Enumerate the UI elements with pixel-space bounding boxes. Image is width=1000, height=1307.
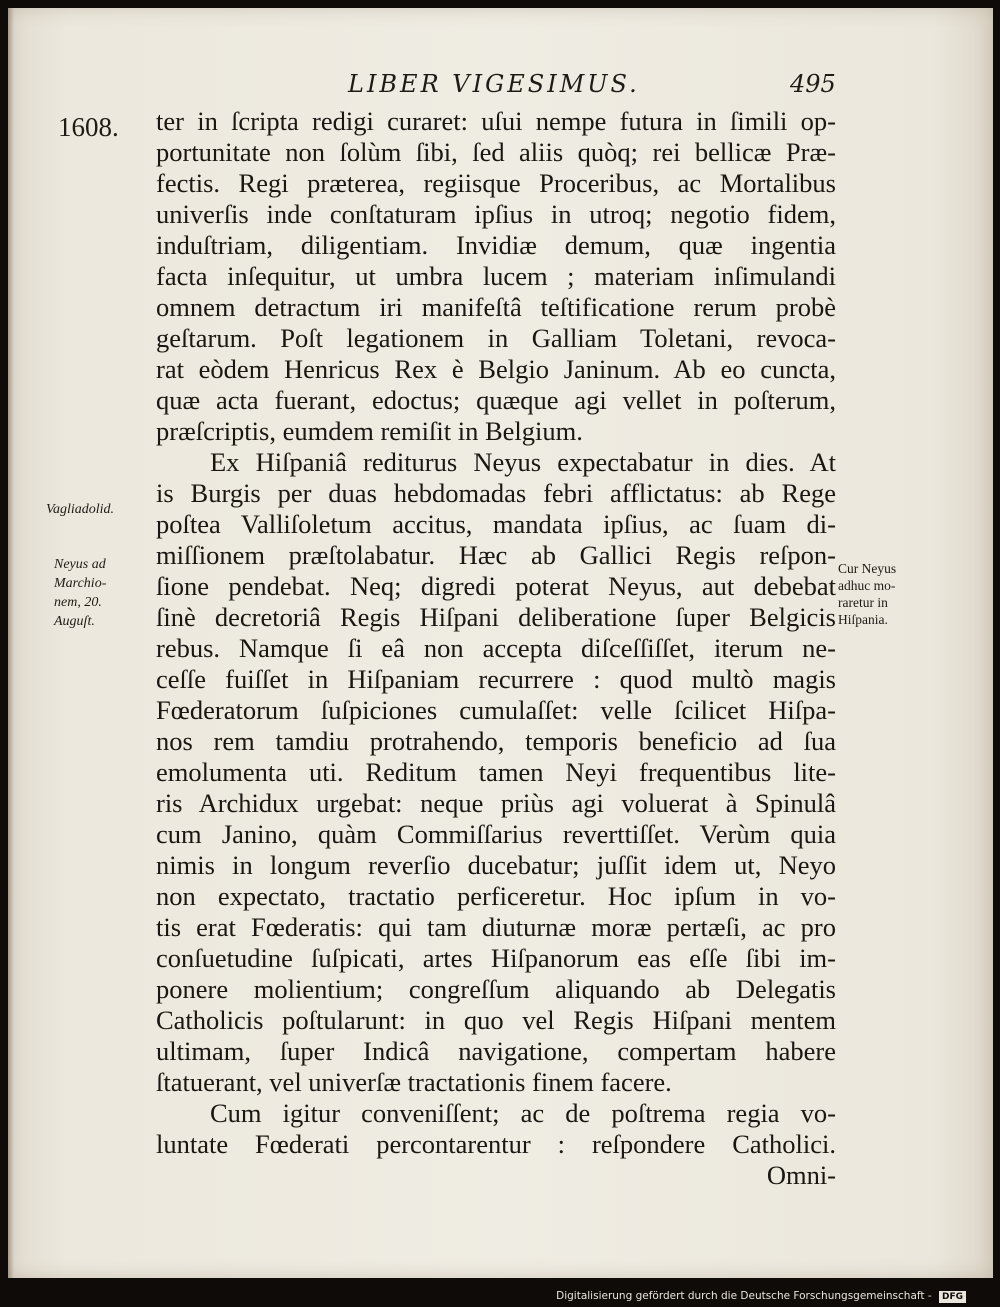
text-line: fectis. Regi præterea, regiisque Proceribus, ac Mortalibus	[156, 168, 836, 198]
year-marginal: 1608.	[58, 112, 119, 142]
margin-note-place	[46, 500, 114, 519]
text-line: nimis in longum reverſio ducebatur; juſſit idem ut, Neyo	[156, 850, 836, 880]
text-line: ultimam, ſuper Indicâ navigatione, compertam habere	[156, 1036, 836, 1066]
digitization-credit	[556, 1290, 966, 1303]
text-line: miſſionem præſtolabatur. Hæc ab Gallici Regis reſpon-	[156, 540, 836, 570]
text-line: ponere molientium; congreſſum aliquando ab Delegatis	[156, 974, 836, 1004]
running-head: LIBER VIGESIMUS.	[348, 70, 640, 98]
text-line: portunitate non ſolùm ſibi, ſed aliis quòq; rei bellicæ Præ-	[156, 137, 836, 167]
text-line: ceſſe fuiſſet in Hiſpaniam recurrere : quod multò magis	[156, 664, 836, 694]
text-line: luntate Fœderati percontarentur : reſpondere Catholici.	[156, 1129, 836, 1159]
text-line: facta inſequitur, ut umbra lucem ; materiam inſimulandi	[156, 261, 836, 291]
book-page	[8, 8, 993, 1278]
margin-note-line: Neyus ad	[54, 557, 106, 572]
text-line: ſtatuerant, vel univerſæ tractationis finem facere.	[156, 1067, 672, 1097]
text-line: ter in ſcripta redigi curaret: uſui nempe futura in ſimili op-	[156, 106, 836, 136]
margin-note-line: Marchio-	[54, 576, 107, 591]
catchword: Omni-	[766, 1160, 836, 1190]
text-line: rat eòdem Henricus Rex è Belgio Janinum. Ab eo cuncta,	[156, 354, 836, 384]
page-gutter-shadow	[8, 8, 14, 1278]
text-line: ſione pendebat. Neq; digredi poterat Neyus, aut debebat	[156, 571, 836, 601]
margin-note-line: Auguſt.	[54, 614, 95, 629]
margin-note-line: nem, 20.	[54, 595, 102, 610]
paragraph-start-line: Cum igitur conveniſſent; ac de poſtrema regia vo-	[210, 1098, 836, 1128]
text-line: nos rem tamdiu protrahendo, temporis beneficio ad ſua	[156, 726, 836, 756]
page-number: 495	[790, 70, 836, 98]
text-line: poſtea Valliſoletum accitus, mandata ipſius, ac ſuam di-	[156, 509, 836, 539]
margin-note-line: adhuc mo-	[838, 578, 896, 593]
text-line: cum Janino, quàm Commiſſarius reverttiſſet. Verùm quia	[156, 819, 836, 849]
margin-note-cur-neyus	[838, 560, 920, 628]
text-line: conſuetudine ſuſpicati, artes Hiſpanorum eas eſſe ſibi im-	[156, 943, 836, 973]
margin-note-line: Cur Neyus	[838, 561, 897, 576]
text-line: is Burgis per duas hebdomadas febri afflictatus: ab Rege	[156, 478, 836, 508]
margin-note-neyus	[54, 555, 106, 631]
body-text	[156, 106, 836, 1191]
paragraph-start-line: Ex Hiſpaniâ rediturus Neyus expectabatur in dies. At	[210, 447, 836, 477]
credit-text: Digitalisierung gefördert durch die Deutsche Forschungsgemeinschaft -	[556, 1290, 932, 1302]
margin-note-line: Vagliadolid.	[46, 502, 115, 517]
text-line: emolumenta uti. Reditum tamen Neyi frequentibus lite-	[156, 757, 836, 787]
text-line: non expectato, tractatio perficeretur. Hoc ipſum in vo-	[156, 881, 836, 911]
margin-note-line: Hiſpania.	[838, 612, 888, 627]
text-line: ſinè decretoriâ Regis Hiſpani deliberatione ſuper Belgicis	[156, 602, 836, 632]
text-line: Catholicis poſtularunt: in quo vel Regis Hiſpani mentem	[156, 1005, 836, 1035]
text-line: omnem detractum iri manifeſtâ teſtificatione rerum probè	[156, 292, 836, 322]
text-line: ris Archidux urgebat: neque priùs agi voluerat à Spinulâ	[156, 788, 836, 818]
text-line: præſcriptis, eumdem remiſit in Belgium.	[156, 416, 583, 446]
text-line: rebus. Namque ſi eâ non accepta diſceſſiſſet, iterum ne-	[156, 633, 836, 663]
text-line: tis erat Fœderatis: qui tam diuturnæ moræ pertæſi, ac pro	[156, 912, 836, 942]
dfg-logo: DFG	[939, 1291, 966, 1303]
text-line: univerſis inde conſtaturam ipſius in utroq; negotio fidem,	[156, 199, 836, 229]
text-line: induſtriam, diligentiam. Invidiæ demum, quæ ingentia	[156, 230, 836, 260]
text-line: quæ acta fuerant, edoctus; quæque agi vellet in poſterum,	[156, 385, 836, 415]
text-line: Fœderatorum ſuſpiciones cumulaſſet: velle ſcilicet Hiſpa-	[156, 695, 836, 725]
margin-note-line: raretur in	[838, 595, 888, 610]
text-line: geſtarum. Poſt legationem in Galliam Toletani, revoca-	[156, 323, 836, 353]
